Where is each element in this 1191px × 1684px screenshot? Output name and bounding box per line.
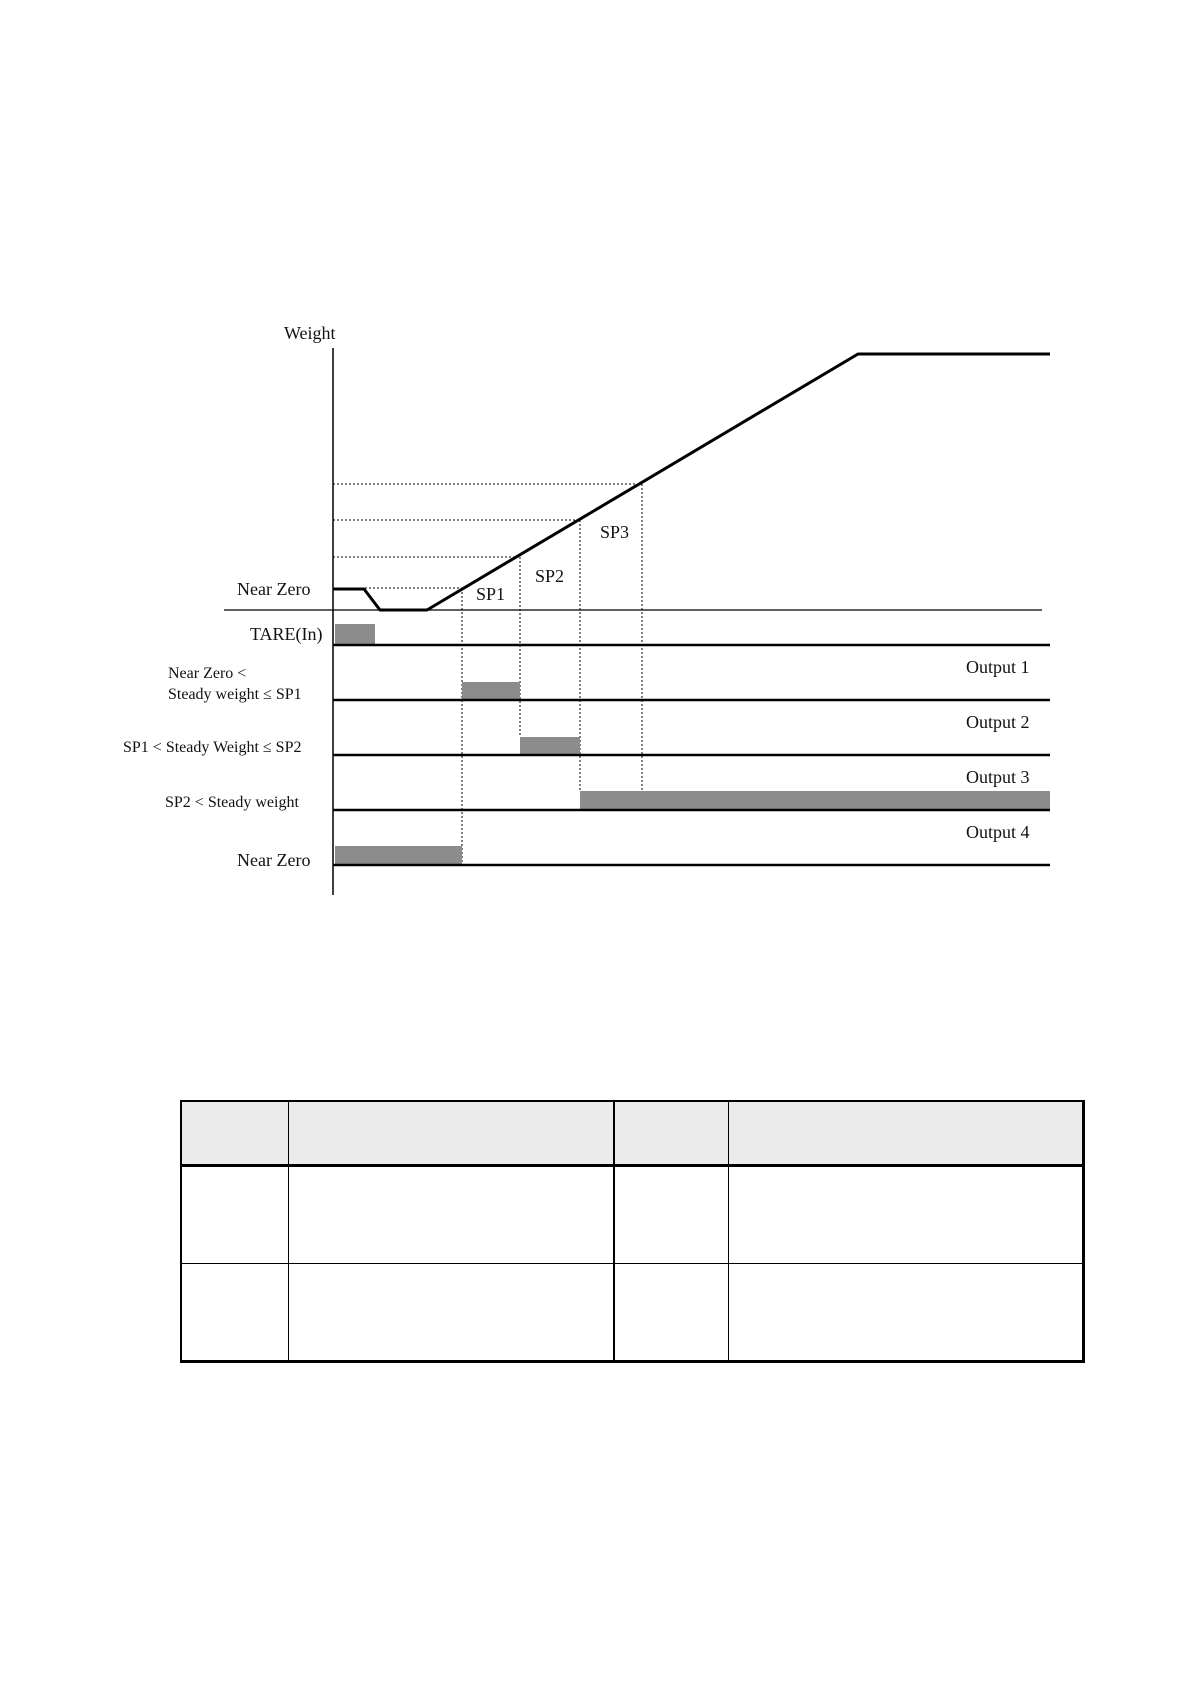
output1-signal-pulse	[462, 682, 520, 700]
sp2-label: SP2	[535, 566, 565, 586]
sp3-label: SP3	[600, 522, 630, 542]
table-cell	[289, 1264, 615, 1362]
table-cell	[728, 1264, 1083, 1362]
tare-label: TARE(In)	[250, 624, 323, 644]
table-cell	[614, 1166, 728, 1264]
sp1-label: SP1	[476, 584, 506, 604]
table-header-row	[181, 1101, 1084, 1166]
output1-condition-line2: Steady weight ≤ SP1	[168, 686, 302, 703]
table-cell	[181, 1166, 289, 1264]
output3-signal-pulse	[580, 791, 1050, 810]
table-cell	[614, 1264, 728, 1362]
output2-signal-pulse	[520, 737, 580, 755]
output4-label: Output 4	[966, 822, 1030, 842]
output3-label: Output 3	[966, 767, 1030, 787]
table-cell	[181, 1264, 289, 1362]
output1-condition-line1: Near Zero <	[168, 665, 247, 682]
table-header-cell	[614, 1101, 728, 1166]
spec-table	[180, 1100, 1085, 1363]
table-header-cell	[728, 1101, 1083, 1166]
output4-condition: Near Zero	[237, 850, 311, 870]
table-row	[181, 1166, 1084, 1264]
table-row	[181, 1264, 1084, 1362]
weight-curve	[333, 354, 1050, 610]
tare-signal-pulse	[335, 624, 375, 645]
output3-condition: SP2 < Steady weight	[165, 794, 299, 811]
output2-condition: SP1 < Steady Weight ≤ SP2	[123, 739, 302, 756]
output1-label: Output 1	[966, 657, 1030, 677]
output2-label: Output 2	[966, 712, 1030, 732]
table-header-cell	[289, 1101, 615, 1166]
near-zero-level-label: Near Zero	[237, 579, 311, 599]
y-axis-label: Weight	[284, 323, 336, 343]
table-cell	[289, 1166, 615, 1264]
table-cell	[728, 1166, 1083, 1264]
output4-signal-pulse	[335, 846, 462, 865]
table-header-cell	[181, 1101, 289, 1166]
